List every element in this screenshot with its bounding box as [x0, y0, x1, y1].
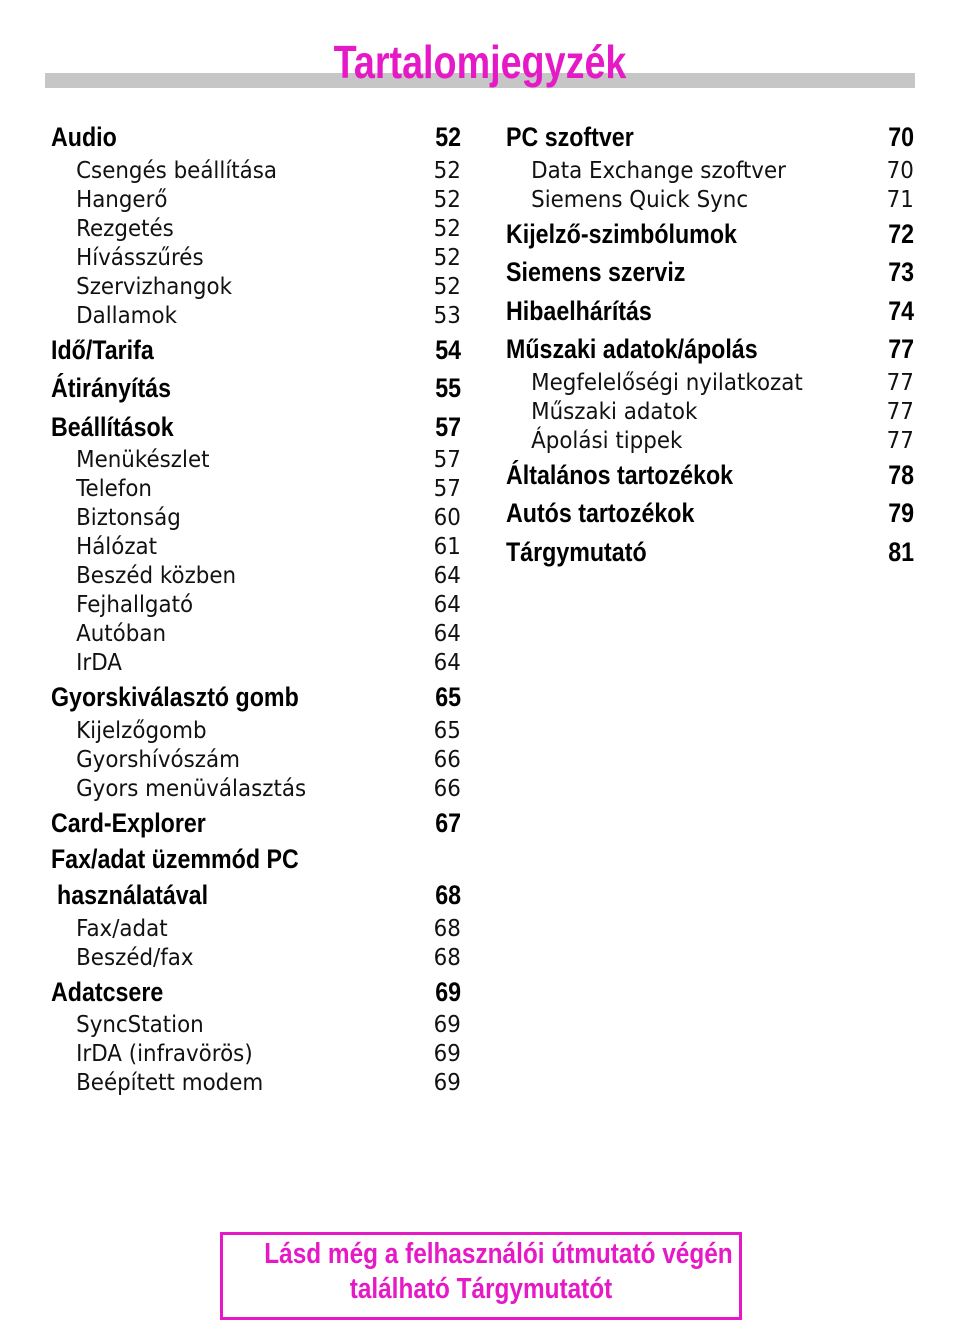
toc-entry-label: Data Exchange szoftver [531, 157, 786, 184]
index-note-line2: található Tárgymutatót [349, 1273, 613, 1305]
toc-entry-label: Beállítások [51, 411, 174, 442]
toc-entry-page: 72 [888, 218, 915, 249]
toc-entry-fejhallgato[interactable] [51, 591, 461, 620]
toc-entry-label: Autóban [76, 621, 167, 647]
toc-entry-label: IrDA [76, 650, 122, 676]
toc-entry-label: Siemens szerviz [506, 257, 686, 287]
toc-entry-fax-adat-pc[interactable] [51, 876, 461, 915]
toc-entry-page: 70 [888, 122, 915, 152]
toc-entry-label: Siemens Quick Sync [531, 186, 749, 213]
toc-entry-page: 65 [435, 682, 462, 712]
toc-entry-ido-tarifa[interactable] [51, 331, 461, 370]
toc-entry-label: Hálózat [76, 534, 158, 560]
toc-entry-label: Tárgymutató [506, 536, 647, 567]
toc-entry-telefon[interactable] [51, 475, 461, 504]
toc-entry-page: 77 [886, 398, 914, 425]
toc-entry-label: SyncStation [76, 1012, 204, 1038]
toc-entry-beallitasok[interactable] [51, 408, 461, 447]
toc-entry-pc-szoftver[interactable] [506, 118, 914, 157]
toc-entry-label: Beszéd/fax [76, 944, 194, 971]
toc-entry-muszaki-adatok[interactable] [506, 398, 914, 427]
toc-entry-label: Kijelző-szimbólumok [506, 218, 737, 249]
toc-entry-label: Idő/Tarifa [51, 334, 154, 365]
toc-entry-page: 60 [433, 505, 461, 531]
toc-entry-apolasi-tippek[interactable] [506, 427, 914, 456]
toc-entry-page: 65 [433, 717, 461, 744]
toc-entry-muszaki-adatok-apolas[interactable] [506, 330, 914, 369]
toc-entry-kijelzo-szimbolumok[interactable] [506, 215, 914, 254]
toc-entry-atiranyitas[interactable] [51, 369, 461, 408]
toc-entry-page: 57 [435, 411, 462, 442]
toc-left-column [51, 118, 461, 1098]
toc-entry-autoban[interactable] [51, 620, 461, 649]
toc-entry-label: Menükészlet [76, 447, 210, 473]
toc-entry-page: 68 [433, 944, 461, 971]
page-title: Tartalomjegyzék [333, 36, 627, 88]
toc-entry-quick-sync[interactable] [506, 186, 914, 215]
toc-entry-label: Ápolási tippek [531, 427, 683, 454]
toc-entry-label: Csengés beállítása [76, 157, 278, 184]
toc-entry-page: 78 [888, 459, 915, 490]
toc-entry-irda[interactable] [51, 649, 461, 678]
toc-entry-page: 68 [435, 880, 462, 910]
toc-entry-page: 77 [888, 334, 915, 364]
toc-entry-label: Biztonság [76, 505, 181, 531]
toc-entry-beepitett-modem[interactable] [51, 1069, 461, 1098]
toc-entry-page: 54 [435, 334, 462, 365]
toc-entry-page: 52 [433, 244, 461, 271]
toc-entry-label: PC szoftver [506, 122, 634, 152]
toc-entry-siemens-szerviz[interactable] [506, 253, 914, 292]
toc-entry-label: Fejhallgató [76, 592, 194, 618]
toc-entry-label: Dallamok [76, 302, 178, 329]
toc-entry-label: Hívásszűrés [76, 244, 204, 271]
toc-entry-label: Szervizhangok [76, 273, 232, 300]
toc-entry-page: 77 [886, 369, 914, 396]
toc-entry-page: 81 [888, 536, 915, 567]
toc-entry-adatcsere[interactable] [51, 973, 461, 1012]
toc-entry-page: 68 [433, 915, 461, 942]
toc-entry-altalanos-tartozekok[interactable] [506, 456, 914, 495]
toc-entry-page: 52 [435, 122, 462, 152]
toc-entry-label: Általános tartozékok [506, 459, 734, 490]
toc-entry-audio[interactable] [51, 118, 461, 157]
toc-entry-label: Hangerő [76, 186, 168, 213]
toc-entry-card-explorer[interactable] [51, 804, 461, 843]
toc-entry-page: 66 [433, 775, 461, 802]
toc-entry-label: Fax/adat [76, 915, 168, 942]
toc-entry-beszed-kozben[interactable] [51, 562, 461, 591]
toc-entry-dallamok[interactable] [51, 302, 461, 331]
toc-entry-fax-adat-pc-line1[interactable]: Fax/adat üzemmód PC [51, 844, 299, 874]
toc-right-column [506, 118, 914, 571]
toc-entry-gyors-menu[interactable] [51, 775, 461, 804]
toc-entry-label: IrDA (infravörös) [76, 1041, 253, 1067]
toc-entry-page: 53 [433, 302, 461, 329]
toc-entry-label: Megfelelőségi nyilatkozat [531, 369, 803, 396]
toc-entry-megfelelosegi[interactable] [506, 369, 914, 398]
toc-entry-label: Gyorshívószám [76, 746, 240, 773]
toc-entry-targymutato[interactable] [506, 533, 914, 572]
toc-entry-rezgetes[interactable] [51, 215, 461, 244]
toc-entry-label: Beépített modem [76, 1070, 264, 1096]
toc-entry-biztonsag[interactable] [51, 504, 461, 533]
toc-entry-autos-tartozekok[interactable] [506, 494, 914, 533]
toc-entry-syncstation[interactable] [51, 1011, 461, 1040]
toc-entry-csenges[interactable] [51, 157, 461, 186]
toc-entry-page: 69 [433, 1012, 461, 1038]
index-note-box [220, 1232, 742, 1320]
toc-entry-page: 69 [433, 1041, 461, 1067]
toc-entry-gyorskivalaszto[interactable] [51, 678, 461, 717]
toc-entry-irda-infra[interactable] [51, 1040, 461, 1069]
toc-entry-page: 69 [435, 976, 462, 1007]
toc-entry-label: Rezgetés [76, 215, 174, 242]
toc-entry-page: 73 [888, 257, 915, 287]
index-note-line1: Lásd még a felhasználói útmutató végén [264, 1238, 733, 1270]
toc-entry-halozat[interactable] [51, 533, 461, 562]
toc-entry-page: 70 [886, 157, 914, 184]
toc-entry-label: Gyorskiválasztó gomb [51, 682, 299, 712]
toc-entry-label: Műszaki adatok [531, 398, 698, 425]
toc-entry-label: Gyors menüválasztás [76, 775, 307, 802]
toc-entry-page: 64 [433, 563, 461, 589]
toc-entry-hangero[interactable] [51, 186, 461, 215]
toc-entry-label: Adatcsere [51, 976, 164, 1007]
toc-entry-page: 67 [435, 807, 462, 838]
toc-entry-kijelzogomb[interactable] [51, 717, 461, 746]
toc-entry-gyorshivoszam[interactable] [51, 746, 461, 775]
toc-entry-label: Card-Explorer [51, 807, 206, 838]
toc-entry-menukeszlet[interactable] [51, 446, 461, 475]
toc-entry-page: 57 [433, 476, 461, 502]
toc-entry-label: Átirányítás [51, 373, 172, 403]
toc-entry-page: 52 [433, 215, 461, 242]
toc-entry-hivasszures[interactable] [51, 244, 461, 273]
toc-entry-label: Kijelzőgomb [76, 717, 207, 744]
toc-entry-page: 74 [888, 295, 915, 326]
toc-entry-hibaelharitas[interactable] [506, 292, 914, 331]
toc-entry-label: Műszaki adatok/ápolás [506, 334, 758, 364]
toc-entry-label: Telefon [76, 476, 152, 502]
toc-entry-page: 69 [433, 1070, 461, 1096]
toc-entry-page: 52 [433, 186, 461, 213]
toc-entry-page: 64 [433, 650, 461, 676]
toc-entry-page: 66 [433, 746, 461, 773]
toc-entry-page: 52 [433, 273, 461, 300]
toc-entry-page: 71 [886, 186, 914, 213]
toc-entry-page: 77 [886, 427, 914, 454]
toc-entry-page: 79 [888, 498, 915, 528]
toc-entry-label: Audio [51, 122, 117, 152]
toc-entry-szervizhangok[interactable] [51, 273, 461, 302]
toc-entry-label: Autós tartozékok [506, 498, 695, 528]
toc-entry-page: 61 [433, 534, 461, 560]
toc-entry-page: 64 [433, 621, 461, 647]
toc-entry-page: 64 [433, 592, 461, 618]
toc-entry-fax-adat[interactable] [51, 915, 461, 944]
toc-entry-label: Beszéd közben [76, 563, 237, 589]
toc-entry-label: használatával [57, 880, 209, 910]
toc-entry-page: 55 [435, 373, 462, 403]
toc-entry-data-exchange[interactable] [506, 157, 914, 186]
toc-entry-beszed-fax[interactable] [51, 944, 461, 973]
toc-entry-label: Hibaelhárítás [506, 295, 652, 326]
toc-entry-page: 57 [433, 447, 461, 473]
toc-entry-page: 52 [433, 157, 461, 184]
